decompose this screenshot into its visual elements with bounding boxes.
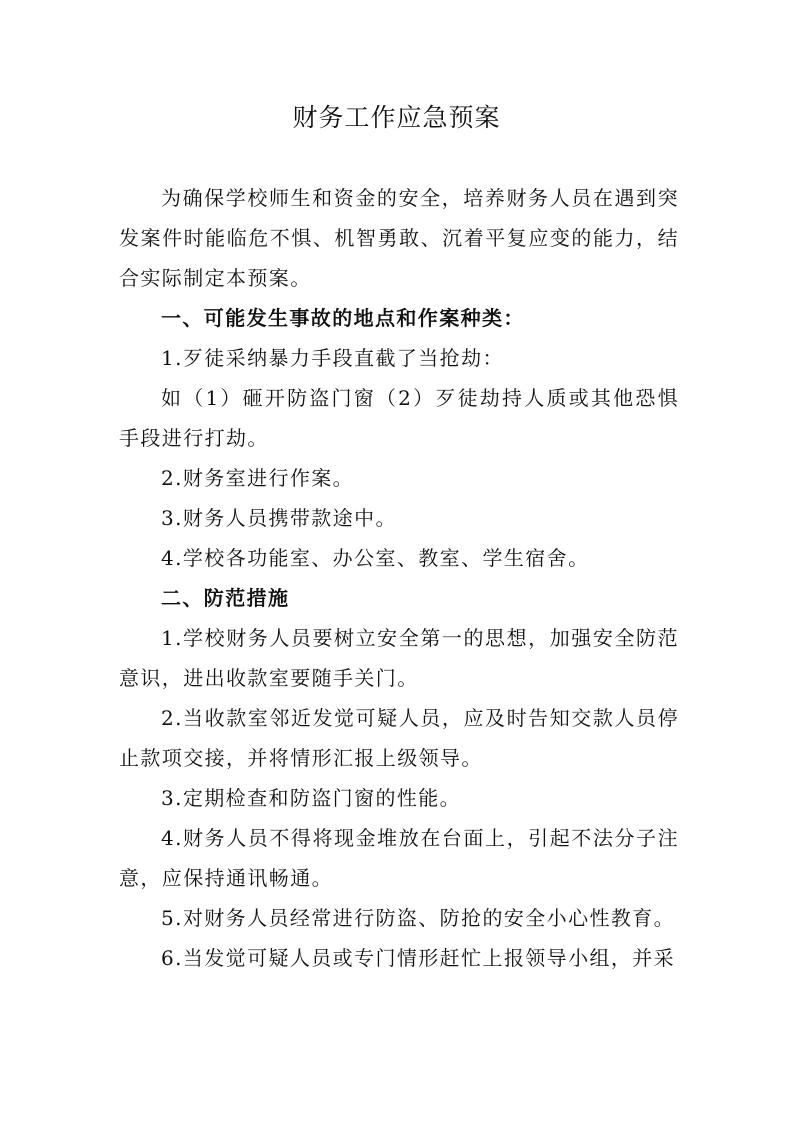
paragraph-item: 4.财务人员不得将现金堆放在台面上，引起不法分子注意，应保持通讯畅通。 [119,826,679,890]
section-heading-2: 二、防范措施 [161,586,290,610]
paragraph-intro: 为确保学校师生和资金的安全，培养财务人员在遇到突发案件时能临危不惧、机智勇敢、沉着平复应变的能力，结合实际制定本预案。 [119,186,679,290]
paragraph-item: 2.财务室进行作案。 [161,466,355,490]
paragraph-item: 3.定期检查和防盗门窗的性能。 [161,786,462,810]
paragraph-item: 3.财务人员携带款途中。 [161,506,397,530]
paragraph-item: 1.学校财务人员要树立安全第一的思想，加强安全防范意识，进出收款室要随手关门。 [119,626,679,690]
paragraph-item: 4.学校各功能室、办公室、教室、学生宿舍。 [161,546,590,570]
paragraph-item: 6.当发觉可疑人员或专门情形赶忙上报领导小组，并采 [161,946,676,970]
section-heading-1: 一、可能发生事故的地点和作案种类： [161,306,525,330]
document-body [119,178,679,978]
document-title: 财务工作应急预案 [292,103,501,132]
paragraph-item: 如（1）砸开防盗门窗（2）歹徒劫持人质或其他恐惧手段进行打劫。 [119,386,679,450]
paragraph-item: 2.当收款室邻近发觉可疑人员，应及时告知交款人员停止款项交接，并将情形汇报上级领导。 [119,706,679,770]
paragraph-item: 1.歹徒采纳暴力手段直截了当抢劫： [161,346,504,370]
paragraph-item: 5.对财务人员经常进行防盗、防抢的安全小心性教育。 [161,906,676,930]
